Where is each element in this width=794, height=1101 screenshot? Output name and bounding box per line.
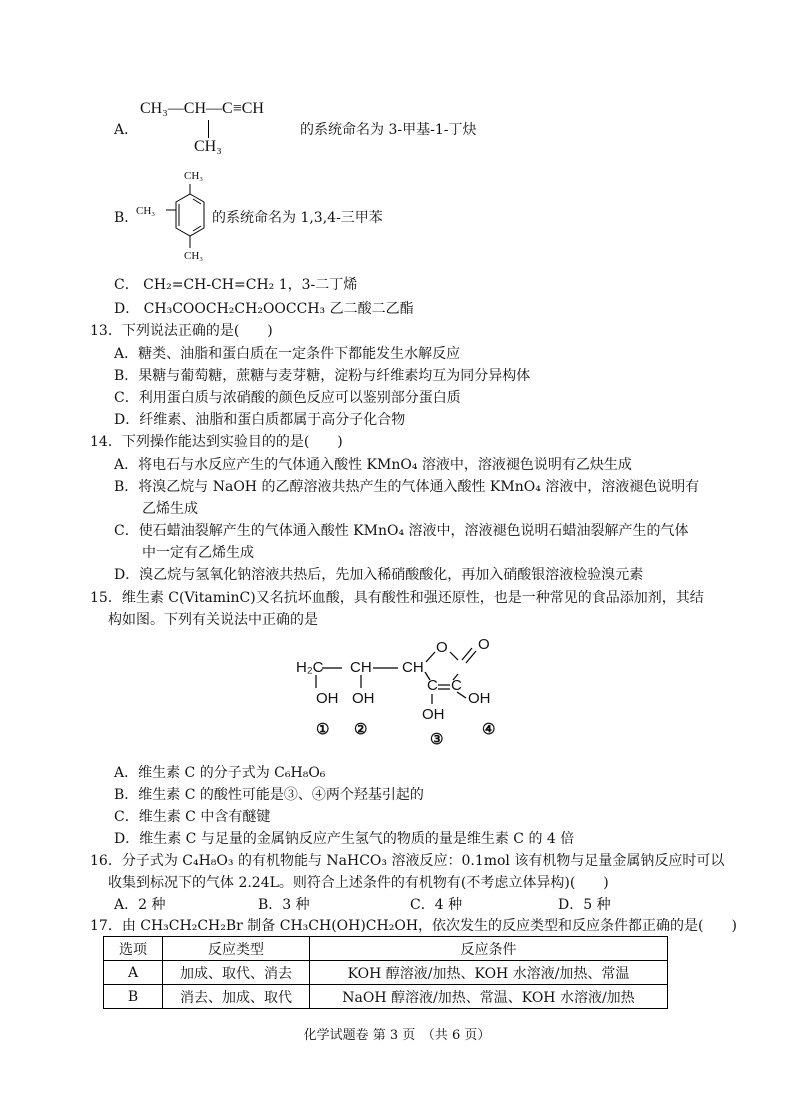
table-header-row <box>104 937 668 961</box>
q17-stem: 17．由 CH₃CH₂CH₂Br 制备 CH₃CH(OH)CH₂OH，依次发生的反应类型和反应条件都正确的是( ) <box>90 918 737 934</box>
q12-b-methyl-top: CH₃ <box>184 170 204 182</box>
q15-keto-oxygen: O <box>478 636 490 653</box>
table-cell: 加成、取代、消去 <box>163 961 310 985</box>
table-cell: 消去、加成、取代 <box>163 985 310 1009</box>
q13-stem: 13．下列说法正确的是( ) <box>90 323 273 339</box>
q15-ch-2: CH <box>402 659 424 676</box>
q14-stem: 14．下列操作能达到实验目的的是( ) <box>90 434 343 450</box>
q15-label-1: ① <box>316 721 330 738</box>
q14-option-c-line1: C．使石蜡油裂解产生的气体通入酸性 KMnO₄ 溶液中，溶液褪色说明石蜡油裂解产生的气体 <box>114 523 689 539</box>
q14-option-c-line2: 中一定有乙烯生成 <box>142 545 254 561</box>
q12-b-methyl-bottom: CH₃ <box>184 250 204 262</box>
q12-option-b-text: 的系统命名为 1,3,4-三甲苯 <box>212 210 383 226</box>
q16-option-a: A．2 种 <box>114 897 166 913</box>
q15-h2c: H₂C <box>296 659 324 676</box>
q15-hydroxyl-2: OH <box>352 690 375 707</box>
q17-options-table <box>103 936 668 1009</box>
q12-option-d: D． CH₃COOCH₂CH₂OOCCH₃ 乙二酸二乙酯 <box>114 301 414 317</box>
q12-b-structure <box>134 170 214 268</box>
q15-option-a: A．维生素 C 的分子式为 C₆H₈O₆ <box>114 765 326 781</box>
q16-option-c: C．4 种 <box>410 897 463 913</box>
q12-b-benzene-ring <box>134 170 214 268</box>
q15-label-3: ③ <box>430 731 444 748</box>
table-cell: A <box>104 961 163 985</box>
q15-hydroxyl-3: OH <box>422 706 445 723</box>
q12-option-a-text: 的系统命名为 3-甲基-1-丁炔 <box>300 122 477 138</box>
q15-hydroxyl-1: OH <box>316 690 339 707</box>
q13-option-a: A．糖类、油脂和蛋白质在一定条件下都能发生水解反应 <box>114 346 461 362</box>
q14-option-b-line1: B．将溴乙烷与 NaOH 的乙醇溶液共热产生的气体通入酸性 KMnO₄ 溶液中，溶液褪色说明有 <box>114 479 700 495</box>
q14-option-a: A．将电石与水反应产生的气体通入酸性 KMnO₄ 溶液中，溶液褪色说明有乙炔生成 <box>114 457 632 473</box>
table-cell: KOH 醇溶液/加热、KOH 水溶液/加热、常温 <box>310 961 668 985</box>
q16-stem-line2: 收集到标况下的气体 2.24L。则符合上述条件的有机物有(不考虑立体异构)( ) <box>108 875 609 891</box>
q15-carbon-4: C <box>451 677 462 694</box>
table-cell: B <box>104 985 163 1009</box>
table-header-cell: 选项 <box>104 937 163 961</box>
q12-option-c: C． CH₂=CH-CH=CH₂ 1，3-二丁烯 <box>114 277 358 293</box>
q15-ch-1: CH <box>350 659 372 676</box>
table-cell: NaOH 醇溶液/加热、常温、KOH 水溶液/加热 <box>310 985 668 1009</box>
q13-option-b: B．果糖与葡萄糖，蔗糖与麦芽糖，淀粉与纤维素均互为同分异构体 <box>114 368 531 384</box>
q12-a-branch-bond <box>208 120 209 138</box>
q13-option-d: D．纤维素、油脂和蛋白质都属于高分子化合物 <box>114 412 406 428</box>
q12-option-b-label: B． <box>114 210 139 226</box>
q15-option-c: C．维生素 C 中含有醚键 <box>114 809 271 825</box>
q15-stem-line1: 15．维生素 C(VitaminC)又名抗坏血酸，具有酸性和强还原性，也是一种常见的食品添加剂，其结 <box>90 590 704 606</box>
q12-option-a-label: A． <box>114 122 139 138</box>
q15-vitamin-c-structure <box>290 630 510 750</box>
q14-option-b-line2: 乙烯生成 <box>142 501 198 517</box>
q15-stem-line2: 构如图。下列有关说法中正确的是 <box>108 612 318 628</box>
q12-a-main-chain: CH₃—CH—C≡CH <box>140 100 264 117</box>
q15-ring-oxygen: O <box>436 639 448 656</box>
q15-carbon-3: C <box>427 677 438 694</box>
q12-b-methyl-left: CH₃ <box>136 205 156 217</box>
q16-option-b: B．3 种 <box>258 897 310 913</box>
q14-option-d: D．溴乙烷与氢氧化钠溶液共热后，先加入稀硝酸酸化，再加入硝酸银溶液检验溴元素 <box>114 567 644 583</box>
q15-option-d: D．维生素 C 与足量的金属钠反应产生氢气的物质的量是维生素 C 的 4 倍 <box>114 831 575 847</box>
q15-option-b: B．维生素 C 的酸性可能是③、④两个羟基引起的 <box>114 787 424 803</box>
page-footer: 化学试题卷 第 3 页 （共 6 页） <box>303 1028 491 1043</box>
q16-option-d: D．5 种 <box>558 897 611 913</box>
q15-hydroxyl-4: OH <box>468 690 491 707</box>
table-header-cell: 反应类型 <box>163 937 310 961</box>
table-row <box>104 961 668 985</box>
table-row <box>104 985 668 1009</box>
q12-a-branch-methyl: CH₃ <box>194 138 222 155</box>
q15-label-2: ② <box>354 721 368 738</box>
table-header-cell: 反应条件 <box>310 937 668 961</box>
q13-option-c: C．利用蛋白质与浓硝酸的颜色反应可以鉴别部分蛋白质 <box>114 390 461 406</box>
q16-stem-line1: 16．分子式为 C₄H₈O₃ 的有机物能与 NaHCO₃ 溶液反应：0.1mol 该有机物与足量金属钠反应时可以 <box>90 853 725 869</box>
q12-a-structure <box>140 100 300 160</box>
q15-label-4: ④ <box>482 721 496 738</box>
